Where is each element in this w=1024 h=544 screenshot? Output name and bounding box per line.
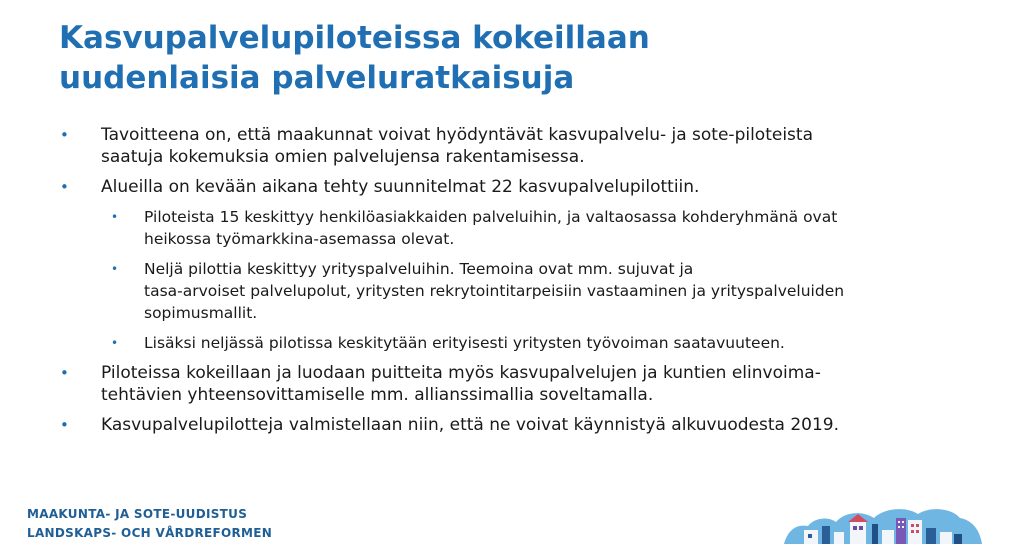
slide-title-line: Kasvupalvelupiloteissa kokeillaan [59,20,650,56]
bullet-text-line: saatuja kokemuksia omien palvelujensa rakentamisessa. [101,147,585,167]
city-skyline-illustration-icon [782,500,982,544]
sub-bullet-text [144,258,995,324]
bullet-item [60,414,995,436]
bullet-dot-icon: • [60,416,69,434]
bullet-dot-icon: • [60,364,69,382]
sub-bullet-dot-icon: • [111,210,119,224]
bullet-item [60,176,995,198]
bullet-text [101,362,995,406]
slide-title-line: uudenlaisia palveluratkaisuja [59,60,575,96]
sub-bullet-dot-icon: • [111,262,119,276]
sub-bullet-dot-icon: • [111,336,119,350]
sub-bullet-text-line: Lisäksi neljässä pilotissa keskitytään erityisesti yritysten työvoiman saatavuuteen. [144,334,785,352]
bullet-list [60,124,995,444]
sub-bullet-text-line: tasa-arvoiset palvelupolut, yritysten rekrytointitarpeisiin vastaaminen ja yrityspalveluiden [144,282,845,300]
sub-bullet-text-line: Piloteista 15 keskittyy henkilöasiakkaiden palveluihin, ja valtaosassa kohderyhmänä ovat [144,208,838,226]
bullet-text [101,176,995,198]
bullet-text-line: Alueilla on kevään aikana tehty suunnitelmat 22 kasvupalvelupilottiin. [101,177,700,197]
sub-bullet-text [144,206,995,250]
bullet-text-line: Tavoitteena on, että maakunnat voivat hyödyntävät kasvupalvelu- ja sote-piloteista [101,125,813,145]
sub-bullet-text [144,332,995,354]
bullet-item [60,124,995,168]
sub-bullet-text-line: sopimusmallit. [144,304,258,322]
sub-bullet-item [111,206,995,250]
bullet-text [101,124,995,168]
bullet-text-line: tehtävien yhteensovittamiselle mm. allianssimallia soveltamalla. [101,385,654,405]
sub-bullet-text-line: heikossa työmarkkina-asemassa olevat. [144,230,455,248]
footer-line: MAAKUNTA- JA SOTE-UUDISTUS [27,507,248,521]
sub-bullet-item [111,332,995,354]
sub-bullet-list [60,206,995,354]
footer-logo-text [27,505,272,543]
slide-title [59,18,959,98]
sub-bullet-text-line: Neljä pilottia keskittyy yrityspalveluihin. Teemoina ovat mm. sujuvat ja [144,260,694,278]
bullet-dot-icon: • [60,126,69,144]
sub-bullet-item [111,258,995,324]
bullet-text [101,414,995,436]
bullet-item [60,362,995,406]
bullet-dot-icon: • [60,178,69,196]
bullet-text-line: Kasvupalvelupilotteja valmistellaan niin, että ne voivat käynnistyä alkuvuodesta 2019. [101,415,840,435]
footer-line: LANDSKAPS- OCH VÅRDREFORMEN [27,526,273,540]
bullet-text-line: Piloteissa kokeillaan ja luodaan puitteita myös kasvupalvelujen ja kuntien elinvoima- [101,363,821,383]
